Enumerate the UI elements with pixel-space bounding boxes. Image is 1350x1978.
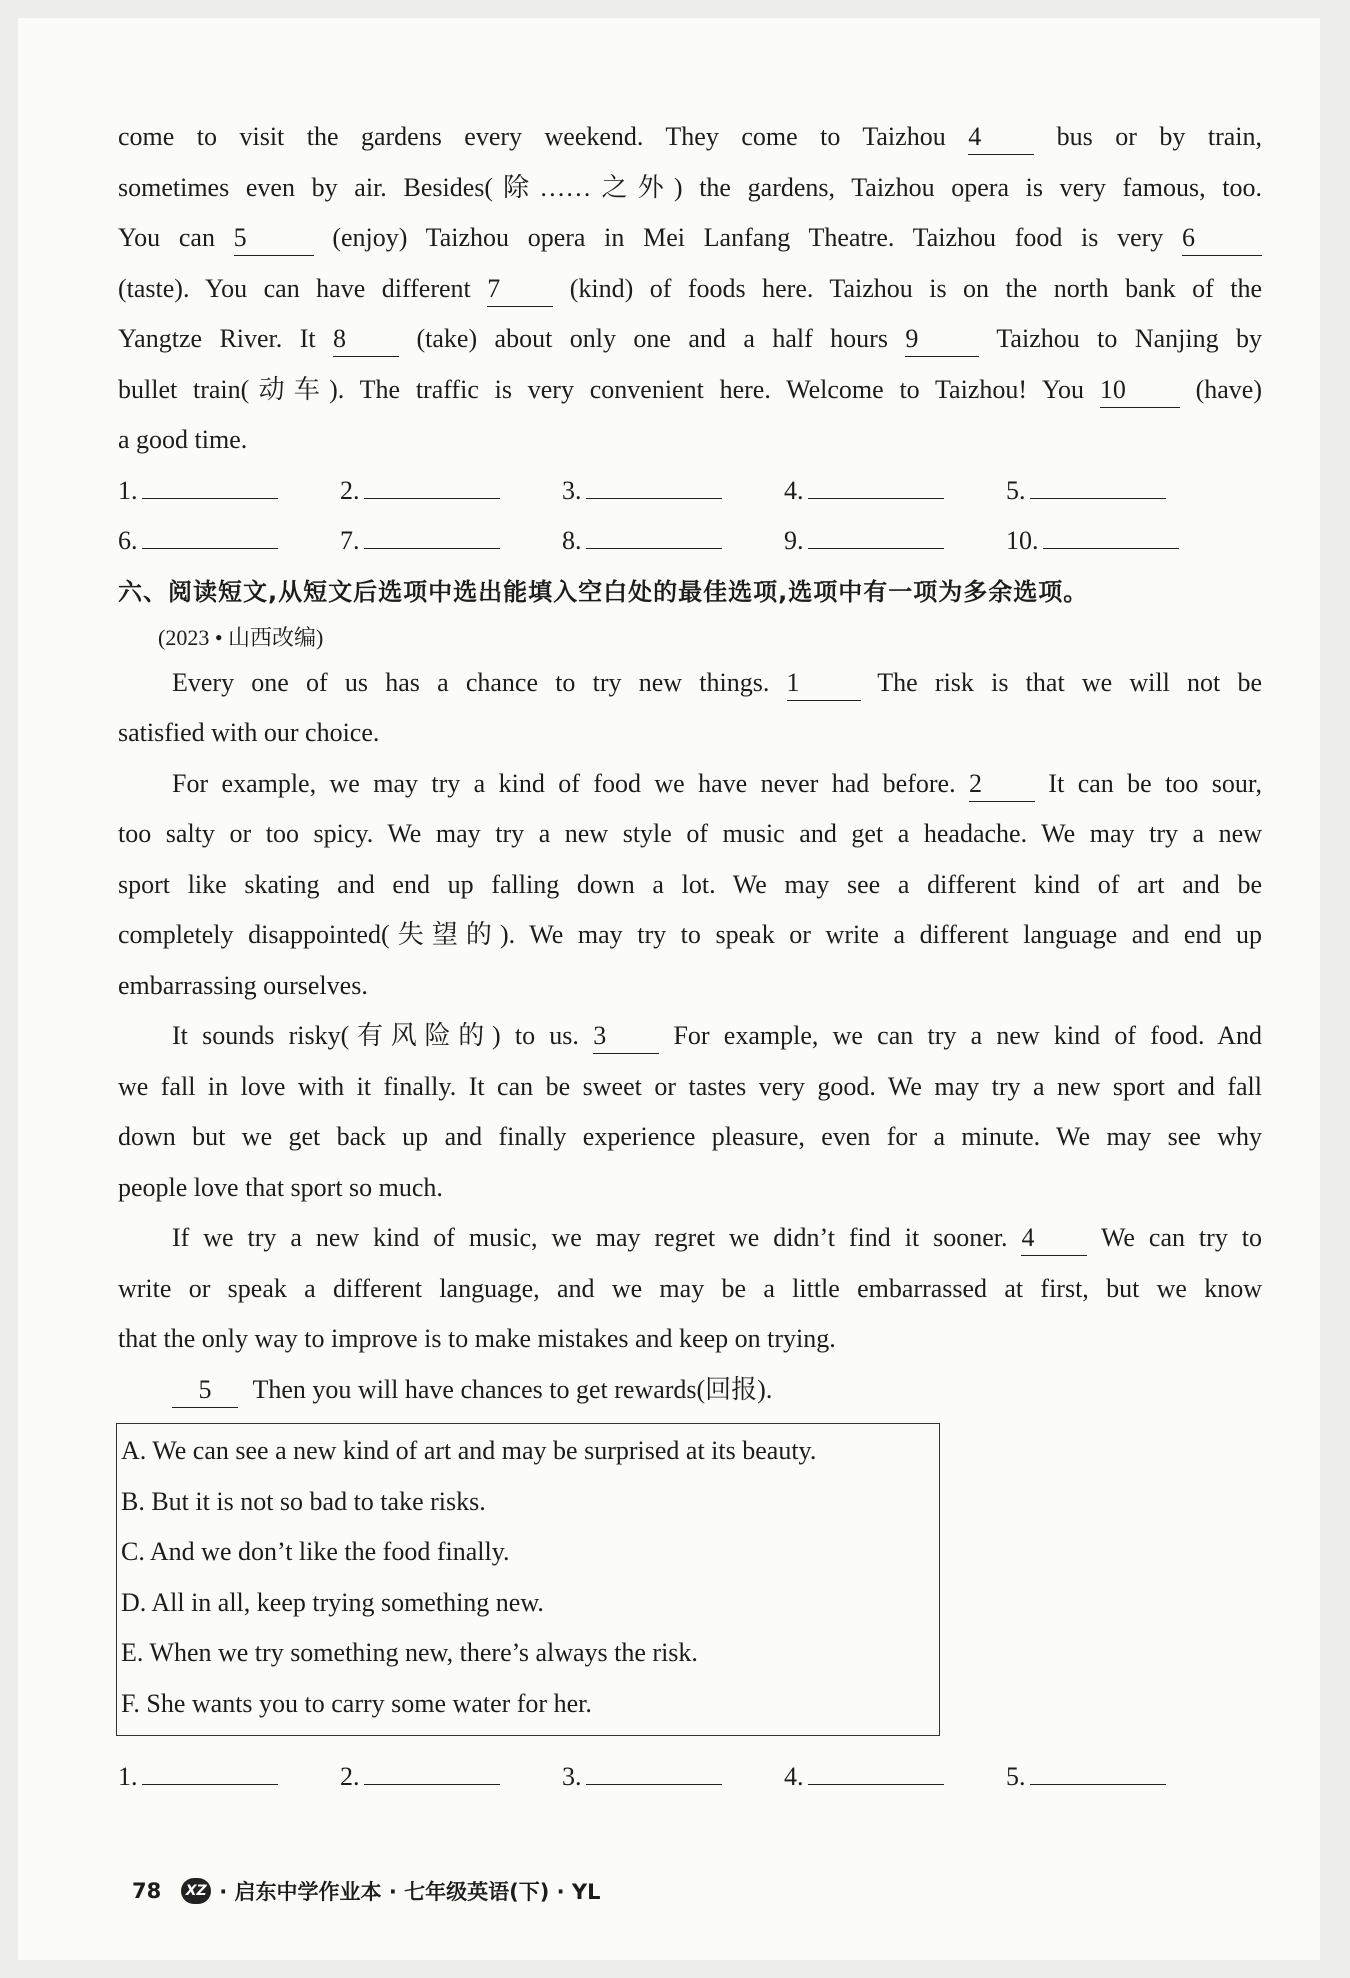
passage-line: we fall in love with it finally. It can be sweet or tastes very good. We may try a new sport and fall [118,1071,1262,1101]
answer-slot[interactable]: 10. [1006,516,1228,566]
answer-slot[interactable]: 4. [784,466,1006,516]
passage-line: people love that sport so much. [118,1172,443,1202]
blank-3: 3 [593,1021,659,1054]
passage-line: Yangtze River. It 8 (take) about only one and a half hours 9 Taizhou to Nanjing by [118,314,1262,365]
passage-line: bullet train(动车). The traffic is very convenient here. Welcome to Taizhou! You 10 (have) [118,365,1262,416]
option-e: E. When we try something new, there’s always the risk. [121,1638,698,1667]
option-c: C. And we don’t like the food finally. [121,1537,510,1566]
answer-slot[interactable]: 9. [784,516,1006,566]
answer-slot[interactable]: 3. [562,1752,784,1802]
blank-9: 9 [905,324,979,357]
passage-line: a good time. [118,425,248,454]
passage-line: come to visit the gardens every weekend. They come to Taizhou 4 bus or by train, [118,112,1262,163]
passage-line: You can 5 (enjoy) Taizhou opera in Mei Lanfang Theatre. Taizhou food is very 6 [118,213,1262,264]
answer-slot[interactable]: 3. [562,466,784,516]
passage-line: down but we get back up and finally experience pleasure, even for a minute. We may see why [118,1122,1262,1151]
blank-4: 4 [968,122,1034,155]
publisher-logo-icon: XZ [181,1878,211,1904]
blank-5b: 5 [172,1375,238,1408]
answer-row [118,1752,1262,1802]
answer-slot[interactable]: 1. [118,466,340,516]
blank-2: 2 [969,769,1035,802]
answer-slot[interactable]: 1. [118,1752,340,1802]
options-box [116,1423,940,1736]
page-footer [132,1876,601,1906]
passage-line: sometimes even by air. Besides(除……之外) the gardens, Taizhou opera is very famous, too. [118,172,1262,202]
answer-slot[interactable]: 6. [118,516,340,566]
book-title: · 启东中学作业本 · 七年级英语(下) · YL [219,1880,601,1904]
answer-slot[interactable]: 8. [562,516,784,566]
passage-line: (taste). You can have different 7 (kind) of foods here. Taizhou is on the north bank of the [118,264,1262,315]
answer-slot[interactable]: 2. [340,466,562,516]
option-b: B. But it is not so bad to take risks. [121,1486,486,1516]
answer-row [118,516,1262,566]
workbook-page [18,18,1320,1960]
answer-row [118,466,1262,516]
blank-5: 5 [234,223,314,256]
passage-line: It sounds risky(有风险的) to us. 3 For example, we can try a new kind of food. And [118,1011,1262,1062]
page-content [118,112,1262,1802]
passage-line: completely disappointed(失望的). We may try to speak or write a different language and end up [118,920,1262,949]
passage-line: write or speak a different language, and we may be a little embarrassed at first, but we know [118,1273,1262,1303]
answer-slot[interactable]: 5. [1006,1752,1228,1802]
option-f: F. She wants you to carry some water for her. [121,1688,592,1718]
blank-1: 1 [787,668,861,701]
passage-line: that the only way to improve is to make mistakes and keep on trying. [118,1324,836,1353]
option-a: A. We can see a new kind of art and may be surprised at its beauty. [121,1436,817,1465]
answer-slot[interactable]: 2. [340,1752,562,1802]
passage-line: For example, we may try a kind of food we have never had before. 2 It can be too sour, [118,759,1262,810]
answer-slot[interactable]: 5. [1006,466,1228,516]
passage-line: Every one of us has a chance to try new things. 1 The risk is that we will not be [118,658,1262,709]
passage-line: If we try a new kind of music, we may regret we didn’t find it sooner. 4 We can try to [118,1213,1262,1264]
blank-10: 10 [1100,375,1180,408]
passage-line: embarrassing ourselves. [118,970,368,1000]
option-d: D. All in all, keep trying something new. [121,1587,544,1617]
answer-slot[interactable]: 7. [340,516,562,566]
section-heading: 六、阅读短文,从短文后选项中选出能填入空白处的最佳选项,选项中有一项为多余选项。 [118,577,1089,606]
blank-4b: 4 [1021,1223,1087,1256]
blank-8: 8 [333,324,399,357]
blank-6: 6 [1182,223,1262,256]
passage-line: satisfied with our choice. [118,718,380,747]
page-number: 78 [132,1879,162,1903]
passage-line: 5 Then you will have chances to get rewards(回报). [118,1365,1262,1416]
blank-7: 7 [487,274,553,307]
passage-line: sport like skating and end up falling down a lot. We may see a different kind of art and be [118,869,1262,899]
source-note: (2023 • 山西改编) [158,624,324,650]
answer-slot[interactable]: 4. [784,1752,1006,1802]
passage-line: too salty or too spicy. We may try a new style of music and get a headache. We may try a new [118,819,1262,848]
